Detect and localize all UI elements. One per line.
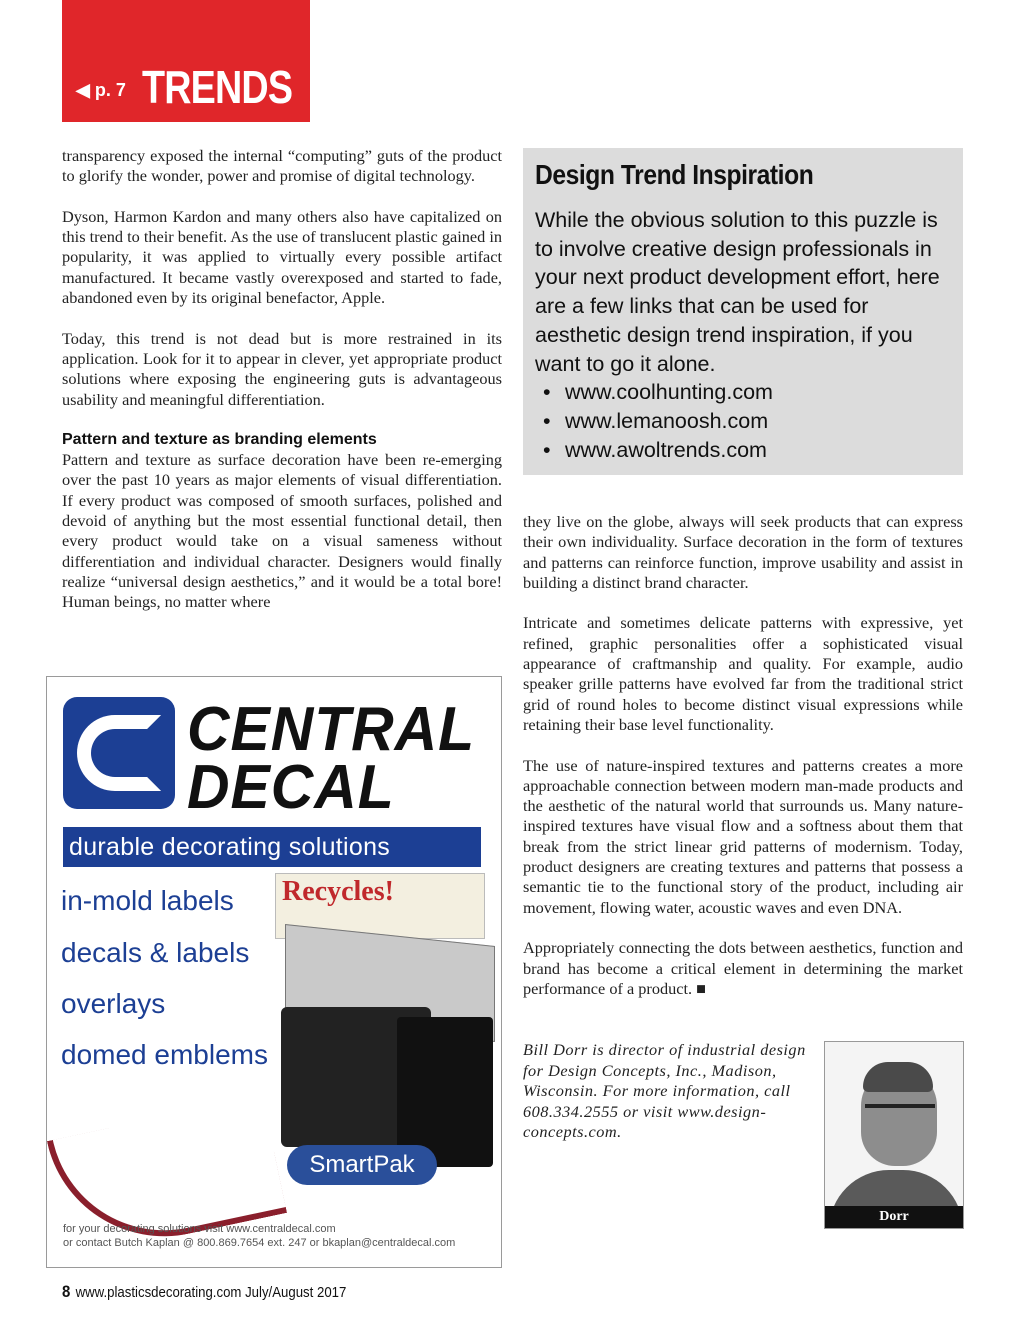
paragraph: transparency exposed the internal “computing” guts of the product to glorify the wonder, power and promise of digital technology. bbox=[62, 146, 502, 186]
brand-name-line1: CENTRAL bbox=[187, 695, 476, 764]
glasses-icon bbox=[865, 1104, 935, 1120]
right-column bbox=[523, 512, 963, 999]
paragraph: The use of nature-inspired textures and patterns creates a more approachable connection between modern man-made products and the aesthetic of the natural world that surrounds us. Many nature-inspired textures have visual flow and a softness about them that break from the strict linear grid patterns of modernism. Today, product designers are creating textures and patterns that possess a semantic tie to the functional story of the product, including air movement, flowing water, acoustic waves and even DNA. bbox=[523, 755, 963, 917]
product-label: overlays bbox=[61, 988, 166, 1019]
list-item[interactable] bbox=[535, 378, 951, 407]
list-item[interactable] bbox=[535, 436, 951, 465]
bullet-icon: • bbox=[543, 437, 551, 462]
recycles-text: Recycles! bbox=[282, 876, 394, 907]
author-bio: Bill Dorr is director of industrial design for Design Concepts, Inc., Madison, Wisconsin. For more information, call 608.334.2555 or visit www.design-concepts.com. bbox=[523, 1040, 806, 1141]
paragraph: they live on the globe, always will seek products that can express their own individuality. Surface decoration in the form of textures and patterns can reinforce function, improve usability and assist in building a distinct brand character. bbox=[523, 512, 963, 592]
link-list bbox=[535, 378, 951, 464]
inspiration-sidebar bbox=[523, 148, 963, 475]
paragraph: Appropriately connecting the dots between aesthetics, function and brand has become a critical element in determining the market performance of a product. ■ bbox=[523, 938, 963, 998]
footer-text[interactable]: www.plasticsdecorating.com July/August 2017 bbox=[75, 1284, 347, 1301]
paragraph: Intricate and sometimes delicate patterns with expressive, yet refined, graphic personalities offer a sophisticated visual appearance of craftmanship and quality. For example, audio speaker grille patterns have evolved far from the traditional strict grid of round holes to become distinct visual expressions while retaining their base level functionality. bbox=[523, 613, 963, 734]
smartpak-emblem: SmartPak bbox=[287, 1145, 437, 1185]
left-column bbox=[62, 146, 502, 613]
central-decal-logo-icon bbox=[63, 697, 175, 809]
link[interactable]: www.awoltrends.com bbox=[565, 437, 767, 462]
paragraph: Dyson, Harmon Kardon and many others also have capitalized on this trend to their benefit. As the use of translucent plastic gained in popularity, it was applied to virtually every possible artifact manufactured. It became vastly overexposed and started to fade, abandoned even by its original benefactor, Apple. bbox=[62, 206, 502, 308]
ad-contact-line[interactable]: or contact Butch Kaplan @ 800.869.7654 ext. 247 or bkaplan@centraldecal.com bbox=[63, 1237, 456, 1249]
photo-caption: Dorr bbox=[825, 1206, 963, 1228]
section-title: TRENDS bbox=[142, 61, 293, 113]
central-decal-advertisement[interactable] bbox=[46, 676, 502, 1268]
subheading: Pattern and texture as branding elements bbox=[62, 431, 377, 449]
brand-name-line2: DECAL bbox=[187, 753, 395, 822]
link[interactable]: www.coolhunting.com bbox=[565, 380, 773, 405]
section-tab bbox=[62, 0, 310, 122]
product-label: decals & labels bbox=[61, 937, 250, 968]
sidebar-body: While the obvious solution to this puzzle is to involve creative design professionals in your next product development effort, here are a few links that can be used for aesthetic design trend inspiration, if you want to go it alone. bbox=[535, 208, 940, 376]
portrait-hair bbox=[863, 1062, 933, 1092]
product-label: in-mold labels bbox=[61, 885, 234, 916]
page-number: 8 bbox=[62, 1282, 71, 1301]
page-footer bbox=[62, 1282, 346, 1303]
sidebar-title: Design Trend Inspiration bbox=[535, 159, 814, 190]
bullet-icon: • bbox=[543, 380, 551, 405]
page-reference[interactable]: ◀ p. 7 bbox=[76, 80, 126, 100]
list-item[interactable] bbox=[535, 407, 951, 436]
link[interactable]: www.lemanoosh.com bbox=[565, 408, 769, 433]
bullet-icon: • bbox=[543, 408, 551, 433]
author-photo bbox=[824, 1041, 964, 1229]
paragraph: Today, this trend is not dead but is more restrained in its application. Look for it to appear in clever, yet appropriate product solutions where exposing the engineering guts is advantageous usability and meaningful differentiation. bbox=[62, 328, 502, 409]
product-label: domed emblems bbox=[61, 1039, 268, 1070]
ad-tagline: durable decorating solutions bbox=[63, 827, 481, 867]
ad-contact-line[interactable]: for your decorating solutions visit www.centraldecal.com bbox=[63, 1223, 336, 1235]
paragraph: Pattern and texture as surface decoration have been re-emerging over the past 10 years as major elements of visual differentiation. If every product was composed of smooth surfaces, polished and devoid of anything but the most essential functional detail, then every product would take on a visual sameness without differentiation and individual character. Designers would finally realize “universal design aesthetics,” and it would be a total bore! Human beings, no matter where bbox=[62, 450, 502, 612]
